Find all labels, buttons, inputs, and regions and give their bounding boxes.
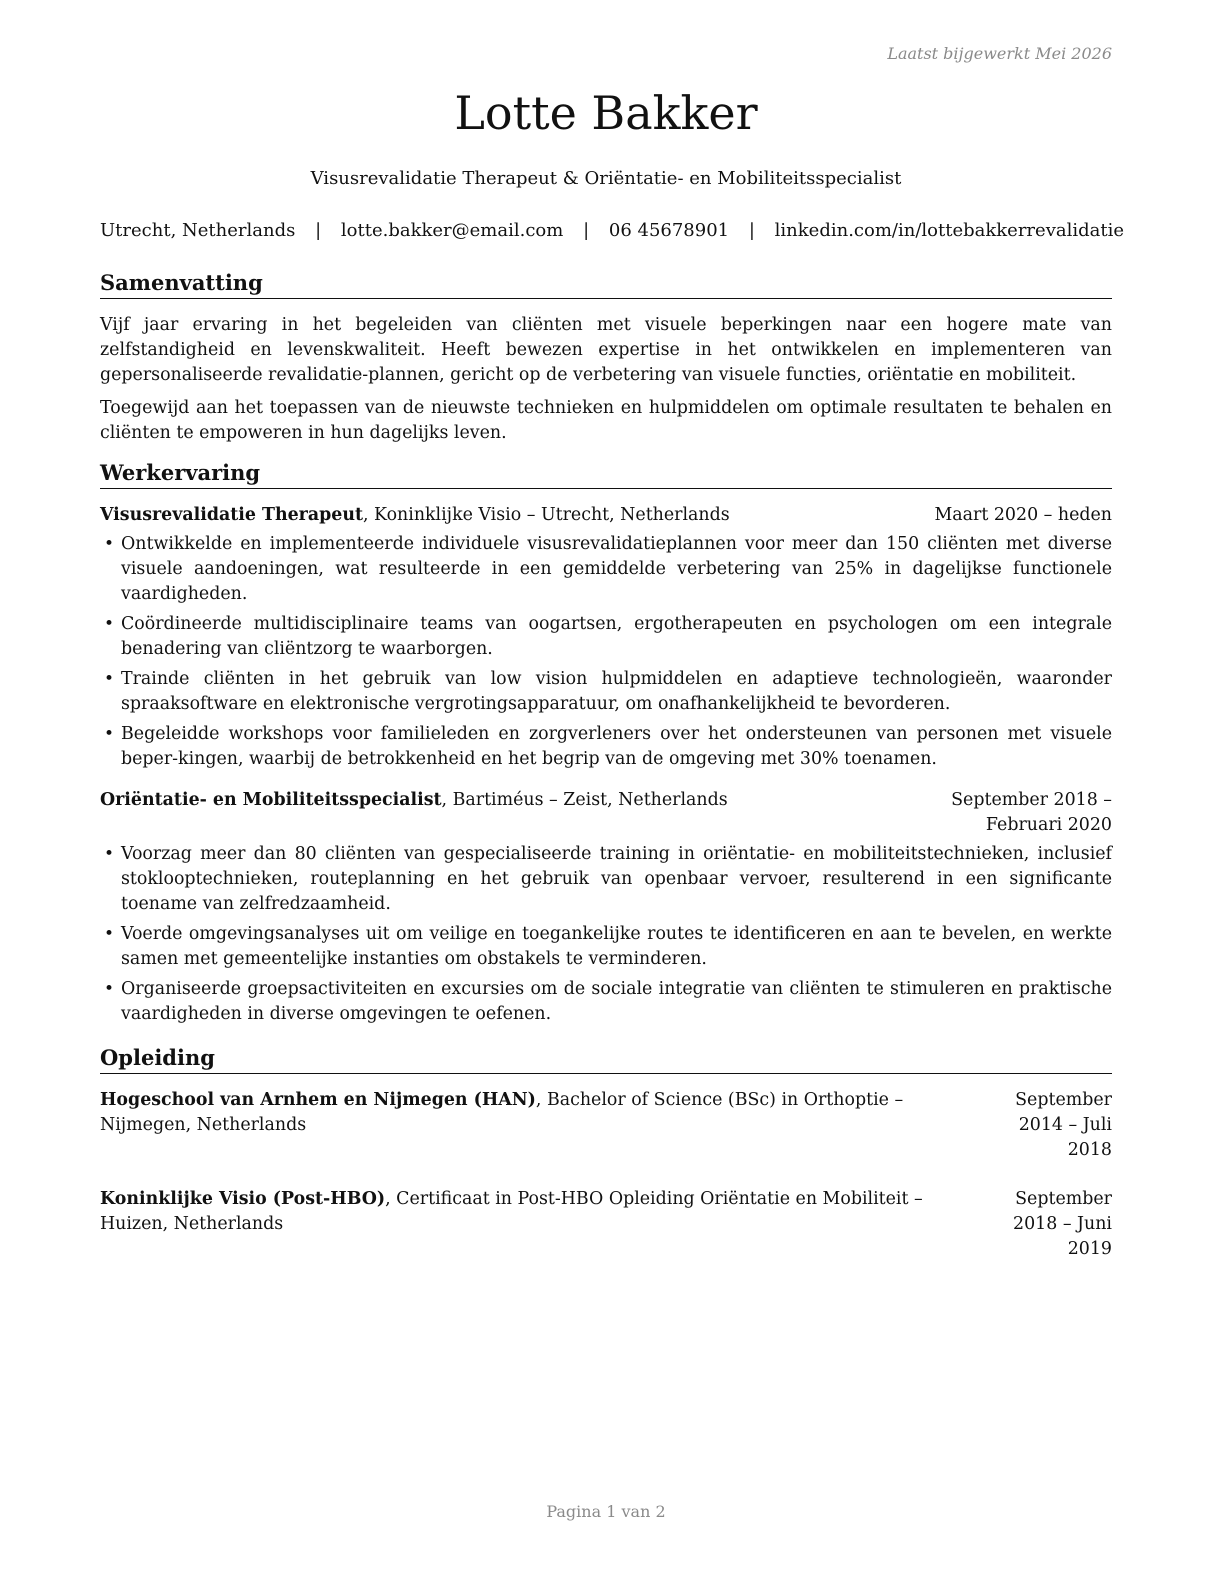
bullet-icon: • [104, 534, 115, 554]
job-bullet [100, 922, 1112, 972]
bullet-text: Coördineerde multidisciplinaire teams van oogartsen, ergotherapeuten en psychologen om een integrale benadering van cliëntzorg te waarborgen. [121, 614, 1112, 659]
contact-email[interactable]: lotte.bakker@email.com [340, 220, 564, 241]
education-entry [100, 1187, 1112, 1262]
bullet-text: Organiseerde groepsactiviteiten en excursies om de sociale integratie van cliënten te stimuleren en praktische vaardigheden in diverse omgevingen te oefenen. [121, 979, 1112, 1024]
education-detail: , Certificaat in Post-HBO Opleiding Oriëntatie en Mobiliteit – Huizen, Netherlands [100, 1189, 923, 1234]
job-bullet [100, 722, 1112, 772]
summary-paragraph: Toegewijd aan het toepassen van de nieuwste technieken en hulpmiddelen om optimale resultaten te behalen en cliënten te empoweren in hun dagelijks leven. [100, 398, 1112, 443]
summary-paragraph: Vijf jaar ervaring in het begeleiden van cliënten met visuele beperkingen naar een hogere mate van zelfstandigheid en levenskwaliteit. Heeft bewezen expertise in het ontwikkelen en implementeren van gepersonaliseerde revalidatie-plannen, gericht op de verbetering van visuele functies, oriëntatie en mobiliteit. [100, 315, 1112, 385]
education-detail: , Bachelor of Science (BSc) in Orthoptie – Nijmegen, Netherlands [100, 1090, 904, 1135]
bullet-text: Trainde cliënten in het gebruik van low vision hulpmiddelen en adaptieve technologieën, waaronder spraaksoftware en elektronische vergrotingsapparatuur, om onafhankelijkheid te bevorderen. [121, 669, 1112, 714]
contact-location: Utrecht, Netherlands [100, 220, 296, 241]
summary-section [100, 268, 1112, 446]
job-entry [100, 503, 1112, 772]
job-bullet [100, 977, 1112, 1027]
job-title-line [100, 788, 728, 813]
job-dates: Maart 2020 – heden [934, 505, 1112, 525]
job-role: Oriëntatie- en Mobiliteitsspecialist [100, 790, 442, 810]
education-description [100, 1088, 980, 1138]
job-header [100, 503, 1112, 528]
bullet-icon: • [104, 724, 115, 744]
contact-separator: | [583, 220, 590, 241]
education-entry [100, 1088, 1112, 1163]
education-dates: September 2014 – Juli 2018 [1015, 1090, 1112, 1160]
resume-content [100, 268, 1112, 1286]
contact-line [100, 220, 1125, 241]
job-header [100, 788, 1112, 838]
job-bullet [100, 667, 1112, 717]
contact-linkedin[interactable]: linkedin.com/in/lottebakkerrevalidatie [774, 220, 1125, 241]
job-dates: September 2018 – Februari 2020 [951, 790, 1112, 835]
job-role: Visusrevalidatie Therapeut [100, 505, 363, 525]
job-title-line [100, 503, 730, 528]
bullet-icon: • [104, 844, 115, 864]
education-description [100, 1187, 980, 1237]
job-bullet [100, 842, 1112, 917]
bullet-text: Ontwikkelde en implementeerde individuele visusrevalidatieplannen voor meer dan 150 cliënten met diverse visuele aandoeningen, wat resulteerde in een gemiddelde verbetering van 25% in dagelijkse functionele vaardigheden. [121, 534, 1112, 604]
bullet-icon: • [104, 669, 115, 689]
section-title-summary: Samenvatting [100, 268, 1112, 299]
candidate-name: Lotte Bakker [454, 86, 758, 140]
contact-phone[interactable]: 06 45678901 [608, 220, 730, 241]
bullet-text: Begeleidde workshops voor familieleden en zorgverleners over het ondersteunen van personen met visuele beper-kingen, waarbij de betrokkenheid en het begrip van de omgeving met 30% toenamen. [121, 724, 1112, 769]
bullet-text: Voerde omgevingsanalyses uit om veilige en toegankelijke routes te identificeren en aan te bevelen, en werkte samen met gemeentelijke instanties om obstakels te verminderen. [121, 924, 1112, 969]
job-bullet [100, 612, 1112, 662]
bullet-icon: • [104, 924, 115, 944]
job-organization: , Koninklijke Visio – Utrecht, Netherlands [363, 505, 730, 525]
job-entry [100, 788, 1112, 1027]
bullet-text: Voorzag meer dan 80 cliënten van gespecialiseerde training in oriëntatie- en mobiliteitstechnieken, inclusief stoklooptechnieken, routeplanning en het gebruik van openbaar vervoer, resulterend in een significante toename van zelfredzaamheid. [121, 844, 1112, 914]
education-section [100, 1043, 1112, 1262]
section-title-education: Opleiding [100, 1043, 1112, 1074]
education-school: Hogeschool van Arnhem en Nijmegen (HAN) [100, 1090, 536, 1110]
job-bullet [100, 532, 1112, 607]
education-dates: September 2018 – Juni 2019 [1013, 1189, 1112, 1259]
resume-page [100, 0, 1125, 1584]
job-bullets [100, 842, 1112, 1027]
bullet-icon: • [104, 614, 115, 634]
education-school: Koninklijke Visio (Post-HBO) [100, 1189, 386, 1209]
job-organization: , Bartiméus – Zeist, Netherlands [441, 790, 728, 810]
section-title-experience: Werkervaring [100, 458, 1112, 489]
job-bullets [100, 532, 1112, 772]
page-number: Pagina 1 van 2 [546, 1502, 666, 1521]
candidate-subtitle: Visusrevalidatie Therapeut & Oriëntatie- en Mobiliteitsspecialist [310, 168, 902, 189]
experience-section [100, 458, 1112, 1027]
last-updated: Laatst bijgewerkt Mei 2026 [887, 44, 1112, 63]
contact-separator: | [748, 220, 755, 241]
contact-separator: | [315, 220, 322, 241]
bullet-icon: • [104, 979, 115, 999]
